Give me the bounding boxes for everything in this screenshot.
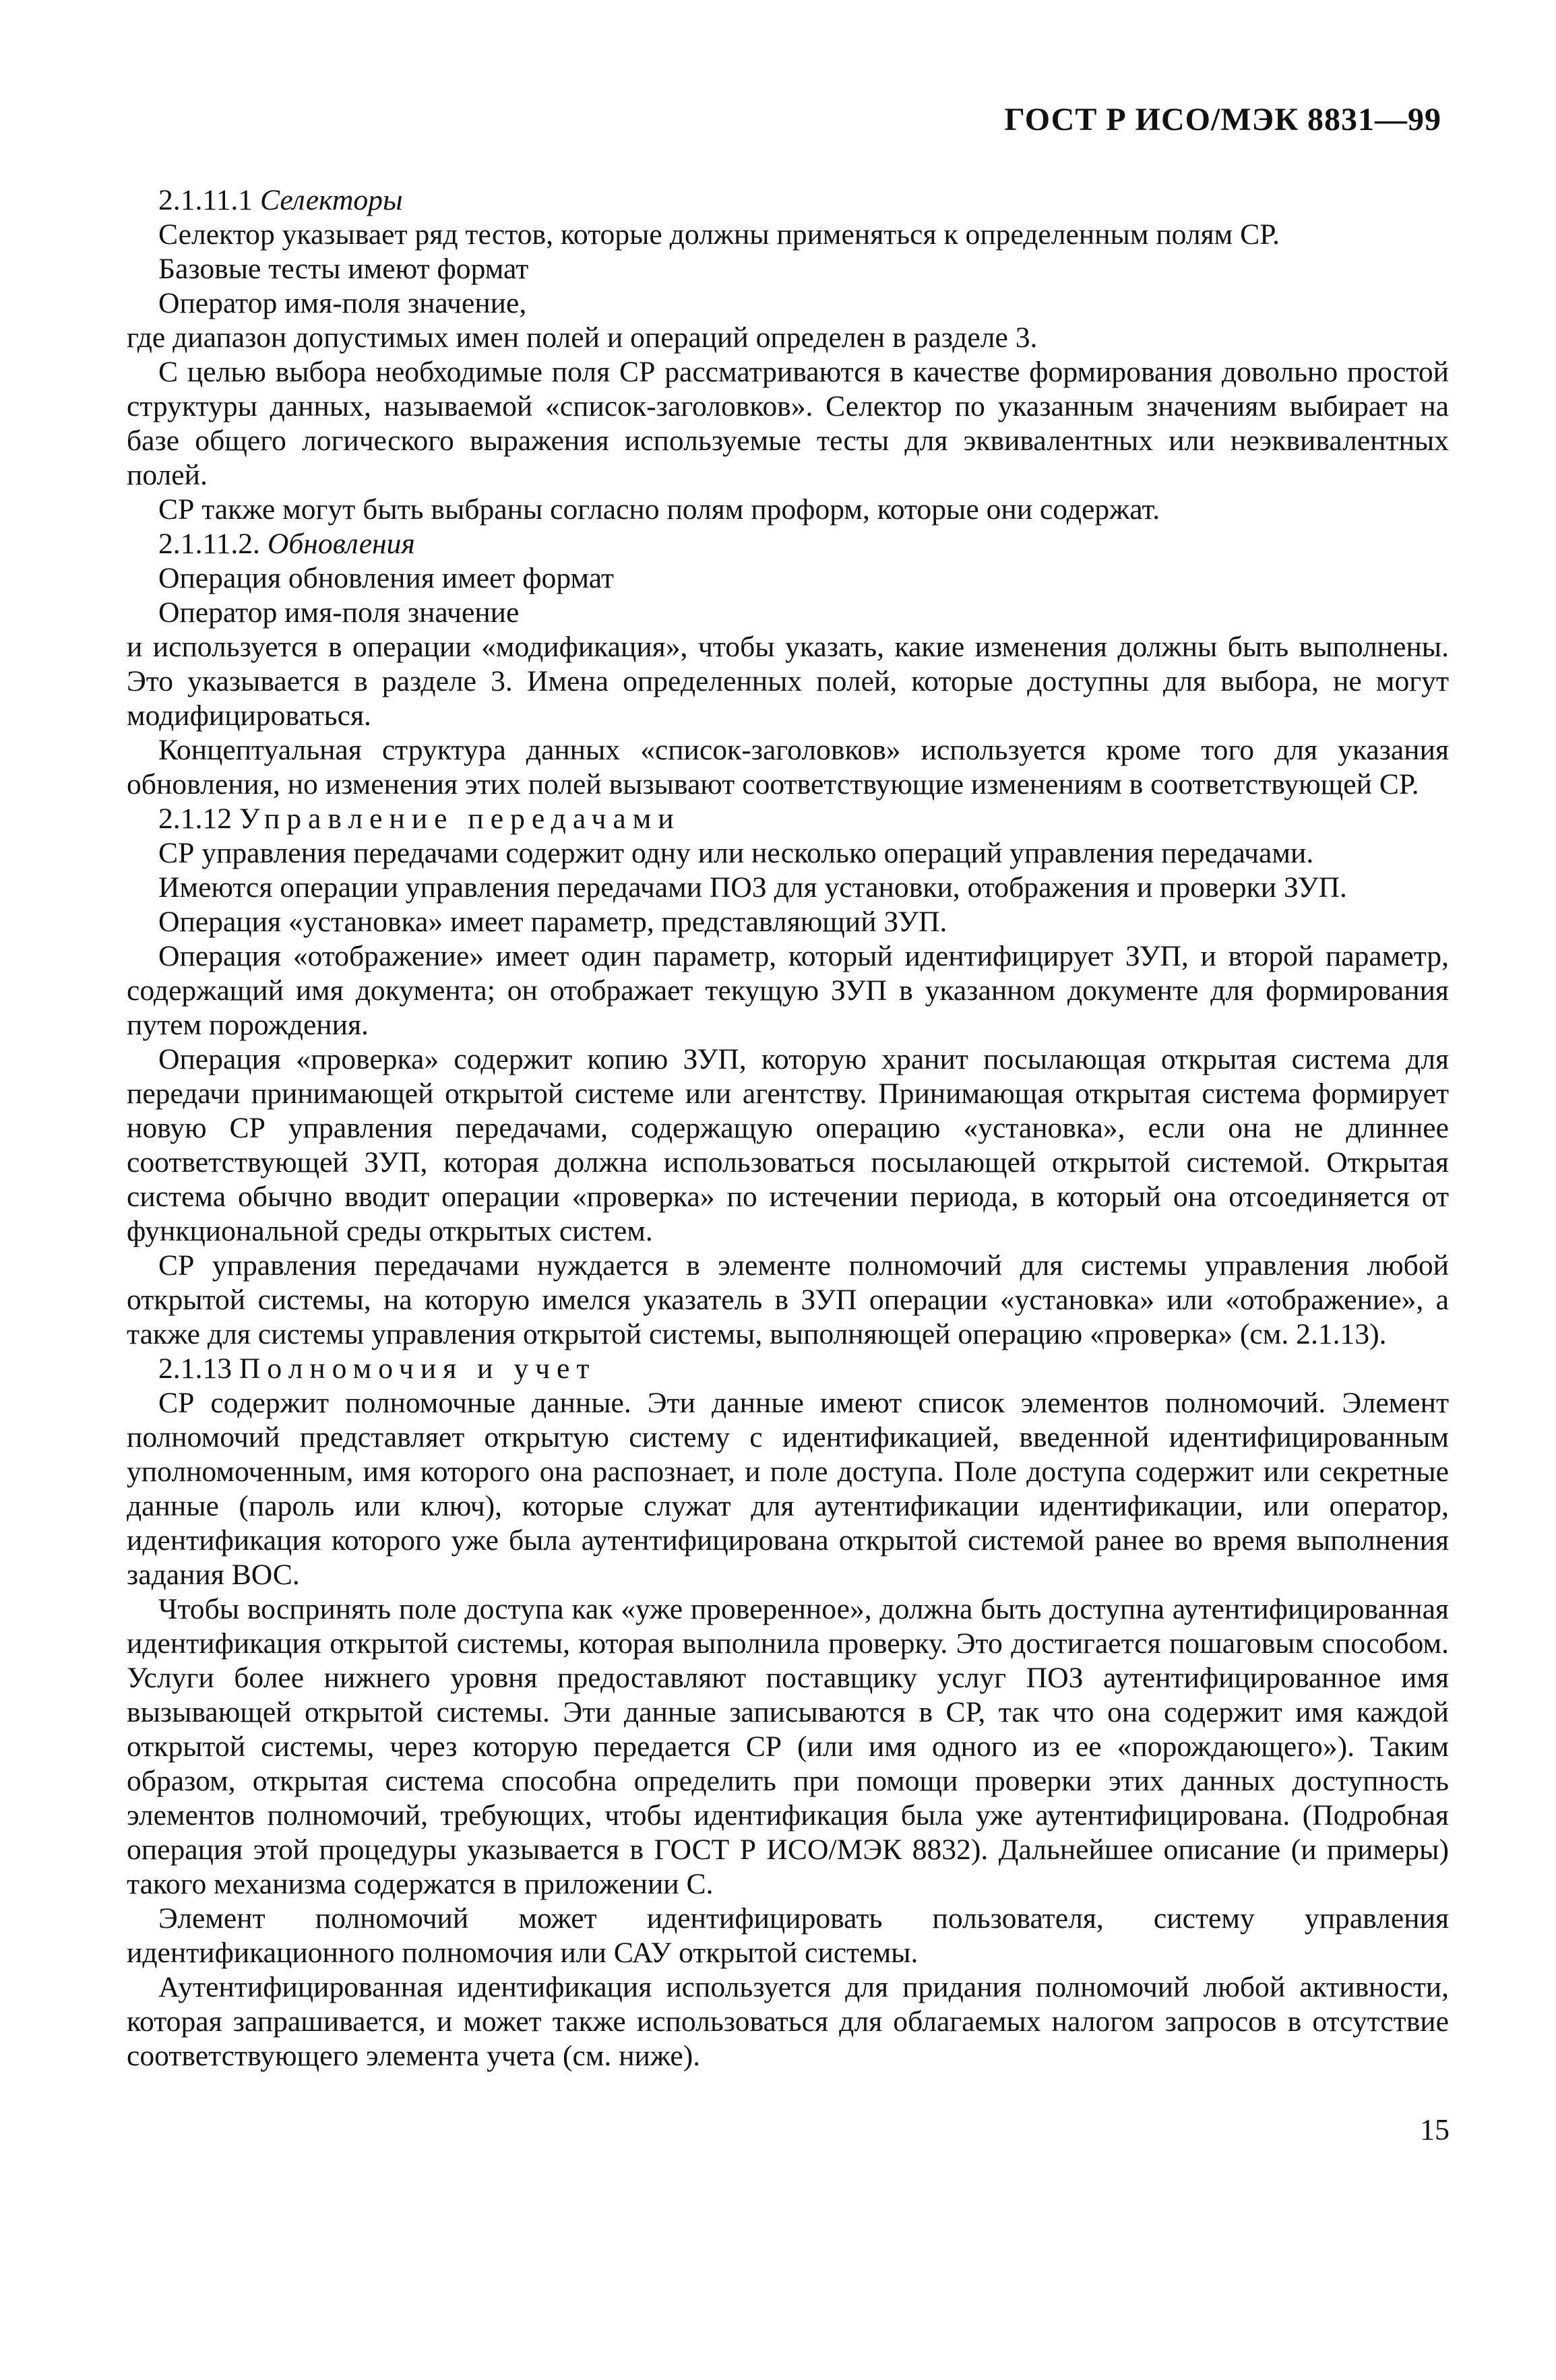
section-heading-2-1-11-2 [127,527,1449,561]
format-line: Оператор имя-поля значение, [158,287,527,319]
paragraph: СР содержит полномочные данные. Эти данные имеют список элементов полномочий. Элемент полномочий представляет открытую систему с идентификацией, введенной идентифицированным уполномоченным, имя которого она распознает, и поле доступа. Поле доступа содержит или секретные данные (пароль или ключ), которые служат для аутентификации идентификации, или оператор, идентификация которого уже была аутентифицирована открытой системой ранее во время выполнения задания ВОС. [127,1387,1449,1591]
paragraph: СР также могут быть выбраны согласно полям проформ, которые они содержат. [158,493,1160,526]
section-title: Селекторы [259,184,403,216]
paragraph: Базовые тесты имеют формат [158,253,529,285]
paragraph: Концептуальная структура данных «список-заголовков» используется кроме того для указания обновления, но изменения этих полей вызывают соответствующие изменениям в соответствующей СР. [127,734,1449,801]
paragraph: где диапазон допустимых имен полей и операций определен в разделе 3. [127,321,1038,354]
section-heading-2-1-11-1 [127,183,1449,218]
paragraph: Операция обновления имеет формат [158,562,615,594]
section-title: Управление передачами [239,803,681,835]
section-title: Полномочия и учет [239,1352,596,1385]
paragraph: Селектор указывает ряд тестов, которые должны применяться к определенным полям СР. [158,218,1280,251]
paragraph: Операция «отображение» имеет один параметр, который идентифицирует ЗУП, и второй параметр, содержащий имя документа; он отображает текущую ЗУП в указанном документе для формирования путем порождения. [127,940,1449,1041]
paragraph: Имеются операции управления передачами ПОЗ для установки, отображения и проверки ЗУП. [158,871,1347,904]
section-number: 2.1.12 [158,803,239,835]
page-number: 15 [1420,2113,1450,2146]
section-number: 2.1.11.2. [158,528,268,560]
paragraph: С целью выбора необходимые поля СР рассматриваются в качестве формирования довольно простой структуры данных, называемой «список-заголовков». Селектор по указанным значениям выбирает на базе общего логического выражения используемые тесты для эквивалентных или неэквивалентных полей. [127,356,1449,491]
section-number: 2.1.11.1 [158,184,260,216]
body-text [127,183,1449,2073]
paragraph: и используется в операции «модификация», чтобы указать, какие изменения должны быть выполнены. Это указывается в разделе 3. Имена определенных полей, которые доступны для выбора, не могут модифицироваться. [127,631,1449,732]
running-title: ГОСТ Р ИСО/МЭК 8831—99 [1004,102,1441,137]
paragraph: Операция «установка» имеет параметр, представляющий ЗУП. [158,906,947,938]
paragraph: Элемент полномочий может идентифицировать пользователя, систему управления идентификационного полномочия или САУ открытой системы. [127,1902,1449,1969]
paragraph: Операция «проверка» содержит копию ЗУП, которую хранит посылающая открытая система для передачи принимающей открытой системе или агентству. Принимающая открытая система формирует новую СР управления передачами, содержащую операцию «установка», если она не длиннее соответствующей ЗУП, которая должна использоваться посылающей открытой системой. Открытая система обычно вводит операции «проверка» по истечении периода, в который она отсоединяется от функциональной среды открытых систем. [127,1043,1449,1247]
paragraph: СР управления передачами нуждается в элементе полномочий для системы управления любой открытой системы, на которую имелся указатель в ЗУП операции «установка» или «отображение», а также для системы управления открытой системы, выполняющей операцию «проверка» (см. 2.1.13). [127,1249,1449,1350]
section-number: 2.1.13 [158,1352,239,1385]
paragraph: Чтобы воспринять поле доступа как «уже проверенное», должна быть доступна аутентифицированная идентификация открытой системы, которая выполнила проверку. Это достигается пошаговым способом. Услуги более нижнего уровня предоставляют поставщику услуг ПОЗ аутентифицированное имя вызывающей открытой системы. Эти данные записываются в СР, так что она содержит имя каждой открытой системы, через которую передается СР (или имя одного из ее «порождающего»). Таким образом, открытая система способна определить при помощи проверки этих данных доступность элементов полномочий, требующих, чтобы идентификация была уже аутентифицирована. (Подробная операция этой процедуры указывается в ГОСТ Р ИСО/МЭК 8832). Дальнейшее описание (и примеры) такого механизма содержатся в приложении С. [127,1593,1449,1900]
format-line: Оператор имя-поля значение [158,596,520,629]
paragraph: СР управления передачами содержит одну или несколько операций управления передачами. [158,837,1314,869]
section-title: Обновления [267,528,415,560]
paragraph: Аутентифицированная идентификация используется для придания полномочий любой активности, которая запрашивается, и может также использоваться для облагаемых налогом запросов в отсутствие соответствующего элемента учета (см. ниже). [127,1971,1449,2072]
section-heading-2-1-13 [127,1352,1449,1386]
section-heading-2-1-12 [127,802,1449,836]
